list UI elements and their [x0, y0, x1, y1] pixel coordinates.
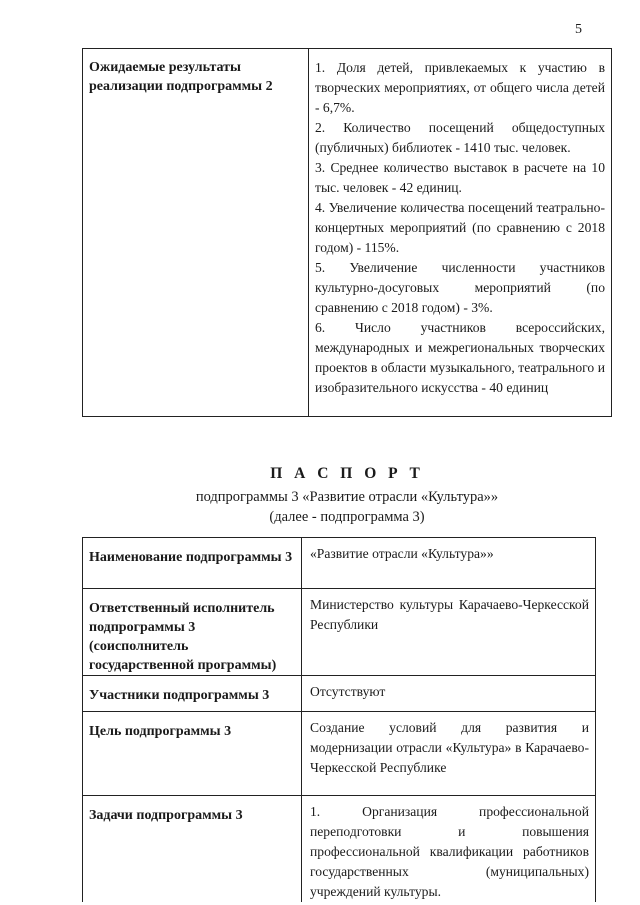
result-item-1: 1. Доля детей, привлекаемых к участию в творческих мероприятиях, от общего числа детей - 6,7%.	[315, 60, 605, 115]
passport-row-executor	[83, 589, 596, 676]
result-item-5: 5. Увеличение численности участников культурно-досуговых мероприятий (по сравнению с 2018 годом) - 3%.	[315, 260, 605, 315]
passport-row-participants	[83, 676, 596, 712]
passport-subtitle: подпрограммы 3 «Развитие отрасли «Культура»»	[195, 489, 499, 505]
passport-row-tasks	[83, 796, 596, 903]
passport-row-label: Цель подпрограммы 3	[83, 712, 302, 796]
passport-subtitle-note: (далее - подпрограмма 3)	[269, 509, 425, 525]
result-item-4: 4. Увеличение количества посещений театрально-концертных мероприятий (по сравнению с 2018 годом) - 115%.	[315, 200, 605, 255]
passport-row-name	[83, 538, 596, 589]
passport-row-value: Отсутствуют	[302, 676, 596, 712]
page-number: 5	[575, 22, 582, 37]
passport-title: П А С П О Р Т	[270, 465, 424, 482]
passport-row-value: 1. Организация профессиональной переподготовки и повышения профессиональной квалификации работников государственных (муниципальных) учреждений культуры.	[302, 796, 596, 903]
results-label: Ожидаемые результаты реализации подпрограммы 2	[83, 49, 309, 417]
passport-row-label: Участники подпрограммы 3	[83, 676, 302, 712]
passport-row-label: Задачи подпрограммы 3	[83, 796, 302, 903]
passport-row-label: Наименование подпрограммы 3	[83, 538, 302, 589]
passport-row-value: «Развитие отрасли «Культура»»	[302, 538, 596, 589]
result-item-3: 3. Среднее количество выставок в расчете на 10 тыс. человек - 42 единиц.	[315, 160, 605, 195]
passport-row-label: Ответственный исполнитель подпрограммы 3 (соисполнитель государственной программы)	[83, 589, 302, 676]
passport-table	[82, 537, 596, 902]
result-item-2: 2. Количество посещений общедоступных (публичных) библиотек - 1410 тыс. человек.	[315, 120, 605, 155]
results-value	[309, 49, 612, 417]
results-table	[82, 48, 612, 417]
result-item-6: 6. Число участников всероссийских, международных и межрегиональных творческих проектов в области музыкального, театрального и изобразительного искусства - 40 единиц	[315, 320, 605, 395]
passport-row-value: Создание условий для развития и модернизации отрасли «Культура» в Карачаево-Черкесской Республике	[302, 712, 596, 796]
passport-row-goal	[83, 712, 596, 796]
passport-row-value: Министерство культуры Карачаево-Черкесской Республики	[302, 589, 596, 676]
results-row	[83, 49, 612, 417]
